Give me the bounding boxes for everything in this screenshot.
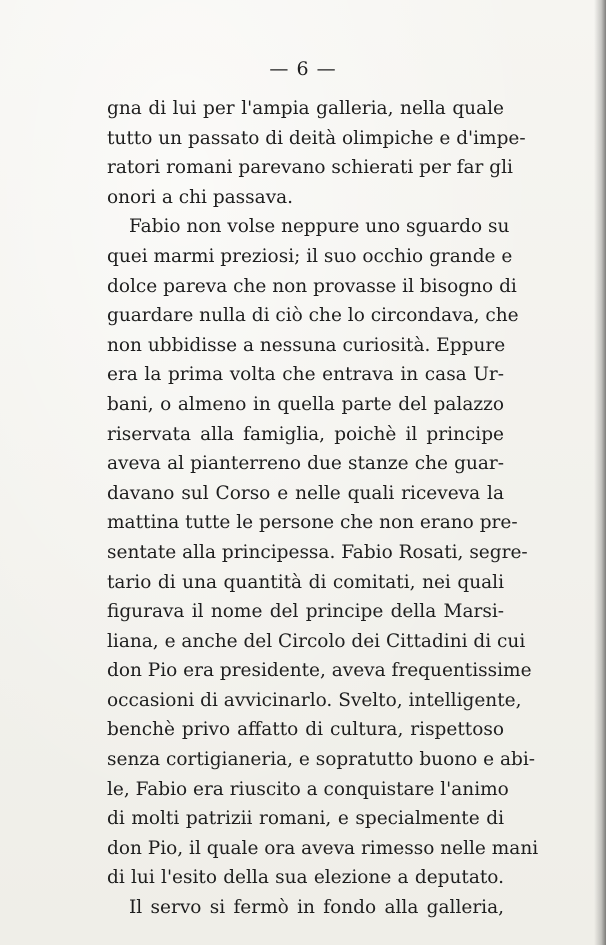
text-line: onori a chi passava. xyxy=(107,186,294,208)
text-line: tutto un passato di deità olimpiche e d'impe- xyxy=(107,127,526,149)
text-line: di molti patrizii romani, e specialmente di xyxy=(107,808,504,830)
body-text xyxy=(107,94,539,923)
text-line: ratori romani parevano schierati per far gli xyxy=(107,157,513,179)
text-line: non ubbidisse a nessuna curiosità. Eppure xyxy=(107,334,506,356)
text-line: guardare nulla di ciò che lo circondava, che xyxy=(107,305,519,327)
text-line: benchè privo affatto di cultura, rispettoso xyxy=(107,719,504,741)
text-line: senza cortigianeria, e sopratutto buono e abi- xyxy=(107,749,536,771)
text-line: tario di una quantità di comitati, nei quali xyxy=(107,571,504,593)
text-line: davano sul Corso e nelle quali riceveva la xyxy=(107,482,504,504)
page-edge-shadow xyxy=(594,0,606,945)
text-line: bani, o almeno in quella parte del palazzo xyxy=(107,393,504,415)
text-line: don Pio era presidente, aveva frequentissime xyxy=(107,660,532,682)
text-line: di lui l'esito della sua elezione a deputato. xyxy=(107,867,504,889)
text-line: liana, e anche del Circolo dei Cittadini di cui xyxy=(107,630,526,652)
text-line: le, Fabio era riuscito a conquistare l'animo xyxy=(107,778,509,800)
text-line: Fabio non volse neppure uno sguardo su xyxy=(129,216,510,238)
text-line: occasioni di avvicinarlo. Svelto, intelligente, xyxy=(107,689,522,711)
page-number: — 6 — xyxy=(269,58,337,80)
text-line: quei marmi preziosi; il suo occhio grande e xyxy=(107,245,513,267)
text-line: sentate alla principessa. Fabio Rosati, segre- xyxy=(107,541,528,563)
text-line: mattina tutte le persone che non erano pre- xyxy=(107,512,518,534)
text-line: figurava il nome del principe della Marsi- xyxy=(107,601,504,623)
text-line: Il servo si fermò in fondo alla galleria, xyxy=(129,897,504,919)
text-line: riservata alla famiglia, poichè il principe xyxy=(107,423,504,445)
text-line: era la prima volta che entrava in casa Ur- xyxy=(107,364,504,386)
text-line: aveva al pianterreno due stanze che guar- xyxy=(107,453,504,475)
text-line: dolce pareva che non provasse il bisogno di xyxy=(107,275,517,297)
text-line: gna di lui per l'ampia galleria, nella quale xyxy=(107,98,504,119)
text-line: don Pio, il quale ora aveva rimesso nelle mani xyxy=(107,837,539,859)
